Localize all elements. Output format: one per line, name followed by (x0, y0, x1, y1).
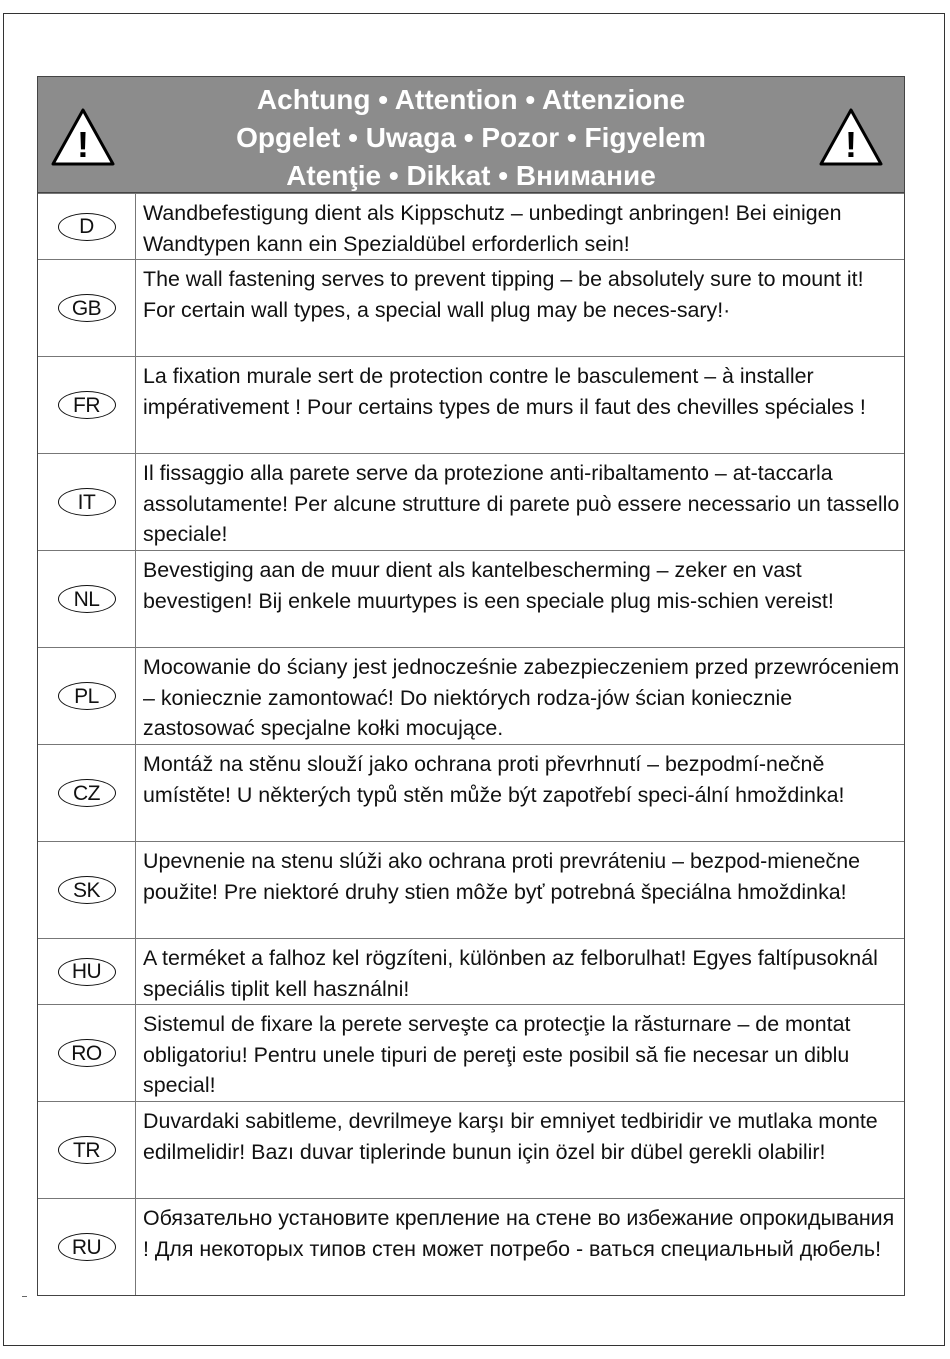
warning-text: Sistemul de fixare la perete serveşte ca protecţie la răsturnare – de montat obligatoriu! Pentru unele tipuri de pereţi este posibil să fie necesar un diblu special! (143, 1012, 851, 1097)
warning-text: Mocowanie do ściany jest jednocześnie zabezpieczeniem przed przewróceniem – koniecznie zamontować! Do niektórych rodza-jów ścian koniecznie zastosować specjalne kołki mocujące. (143, 655, 900, 740)
country-code-badge: IT (58, 488, 116, 516)
country-code-badge: CZ (58, 779, 116, 807)
warning-header (38, 77, 904, 193)
country-code-badge: SK (58, 876, 116, 904)
language-row-gb (38, 259, 904, 356)
country-code-badge: NL (58, 585, 116, 613)
country-code-cell (38, 551, 136, 647)
warning-text: The wall fastening serves to prevent tipping – be absolutely sure to mount it! For certain wall types, a special wall plug may be neces-sary!· (143, 267, 864, 322)
country-code-badge: PL (58, 682, 116, 710)
warning-text: La fixation murale sert de protection contre le basculement – à installer impérativement ! Pour certains types de murs il faut des chevilles spéciales ! (143, 364, 866, 419)
warning-title-line-2: Opgelet • Uwaga • Pozor • Figyelem (236, 122, 706, 153)
warning-text: Upevnenie na stenu slúži ako ochrana proti prevráteniu – bezpod-mienečne použite! Pre niektoré druhy stien môže byť potrebná špeciálna hmoždinka! (143, 849, 861, 904)
language-row-pl (38, 647, 904, 744)
warning-glyph: ! (77, 124, 89, 165)
country-code-badge: HU (58, 958, 116, 986)
language-row-nl (38, 550, 904, 647)
language-row-sk (38, 841, 904, 938)
warning-text: Montáž na stěnu slouží jako ochrana proti převrhnutí – bezpodmí-nečně umístěte! U některých typů stěn může být zapotřebí speci-ální hmoždinka! (143, 752, 845, 807)
warning-glyph: ! (845, 124, 857, 165)
warning-title-line-3: Atenţie • Dikkat • Внимание (286, 160, 656, 191)
country-code-badge: GB (58, 294, 116, 322)
country-code-badge: RU (58, 1233, 116, 1261)
country-code-cell (38, 454, 136, 550)
warning-text: Il fissaggio alla parete serve da protezione anti-ribaltamento – at-taccarla assolutamente! Per alcune strutture di parete può essere necessario un tassello speciale! (143, 461, 900, 546)
language-row-tr (38, 1101, 904, 1198)
language-row-hu (38, 938, 904, 1004)
warning-text: A terméket a falhoz kel rögzíteni, különben az felborulhat! Egyes faltípusoknál speciális tiplit kell használni! (143, 946, 878, 1001)
warning-text: Обязательно установите крепление на стене во избежание опрокидывания ! Для некоторых типов стен может потребо - ваться специальный дюбель! (143, 1206, 895, 1261)
country-code-cell (38, 194, 136, 259)
country-code-cell (38, 1005, 136, 1101)
country-code-cell (38, 1102, 136, 1198)
country-code-badge: TR (58, 1136, 116, 1164)
warning-triangle-icon (818, 107, 884, 167)
language-row-it (38, 453, 904, 550)
language-row-ru (38, 1198, 904, 1295)
country-code-cell (38, 939, 136, 1004)
country-code-cell (38, 357, 136, 453)
warning-table (37, 76, 905, 1296)
language-row-cz (38, 744, 904, 841)
warning-title (38, 81, 904, 195)
country-code-cell (38, 648, 136, 744)
country-code-badge: D (58, 213, 116, 241)
language-row-fr (38, 356, 904, 453)
warning-title-line-1: Achtung • Attention • Attenzione (256, 84, 686, 115)
country-code-cell (38, 260, 136, 356)
country-code-badge: FR (58, 391, 116, 419)
warning-text: Wandbefestigung dient als Kippschutz – unbedingt anbringen! Bei einigen Wandtypen kann ein Spezialdübel erforderlich sein! (143, 201, 842, 256)
warning-text: Duvardaki sabitleme, devrilmeye karşı bir emniyet tedbiridir ve mutlaka monte edilmelidir! Bazı duvar tiplerinde bunun için özel bir dübel gerekli olabilir! (143, 1109, 878, 1164)
country-code-cell (38, 1199, 136, 1295)
country-code-cell (38, 745, 136, 841)
language-row-d (38, 193, 904, 259)
language-row-ro (38, 1004, 904, 1101)
page-mark (22, 1296, 27, 1297)
warning-text: Bevestiging aan de muur dient als kantelbescherming – zeker en vast bevestigen! Bij enkele muurtypes is een speciale plug mis-schien vereist! (143, 558, 834, 613)
country-code-cell (38, 842, 136, 938)
country-code-badge: RO (58, 1039, 116, 1067)
